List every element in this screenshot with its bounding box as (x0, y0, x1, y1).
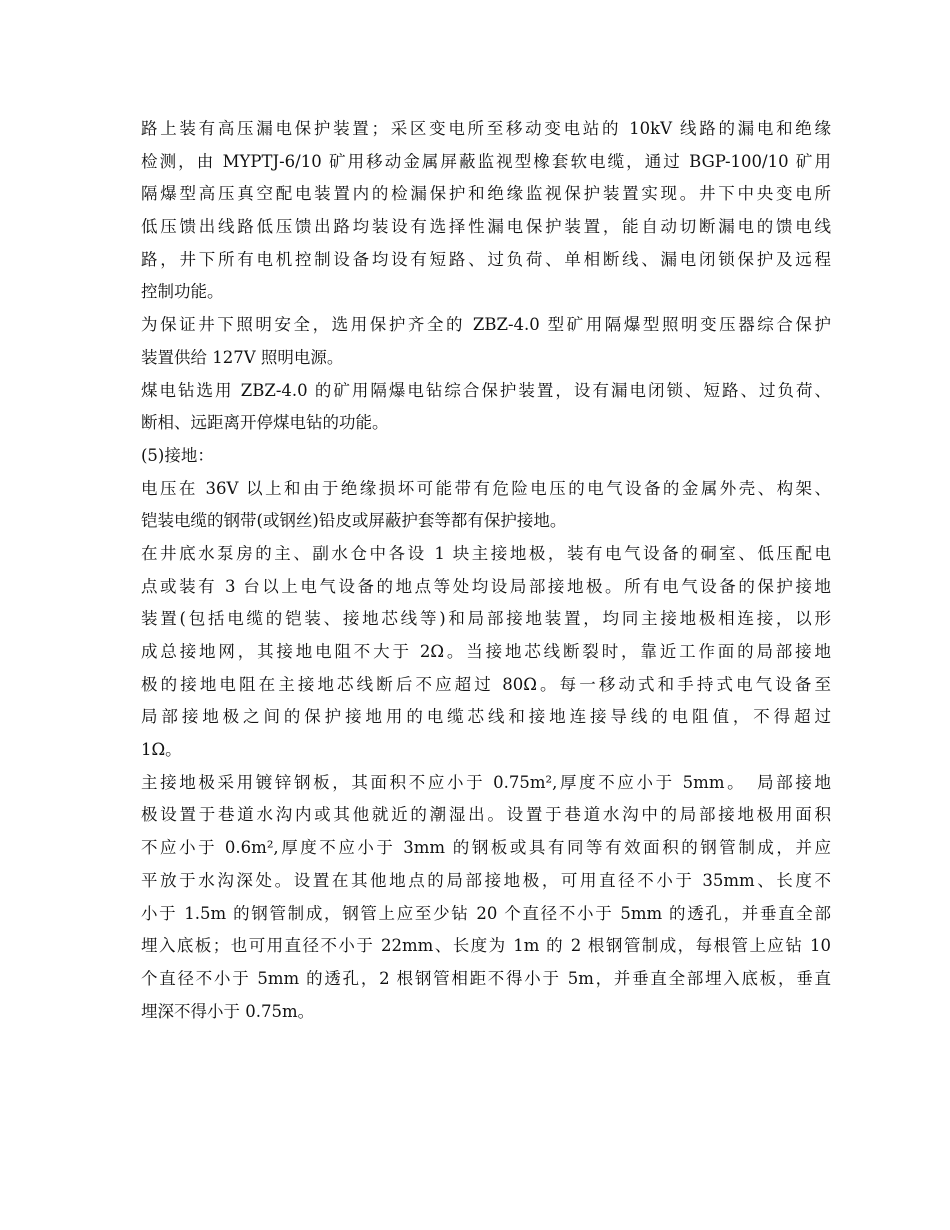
text-line: 极设置于巷道水沟内或其他就近的潮湿出。设置于巷道水沟中的局部接地极用面积 (141, 805, 831, 825)
text-line: 极的接地电阻在主接地芯线断后不应超过 80Ω。每一移动式和手持式电气设备至 (141, 674, 831, 694)
document-body (141, 113, 831, 1028)
text-line: 局部接地极之间的保护接地用的电缆芯线和接地连接导线的电阻值，不得超过 (141, 707, 831, 727)
text-line: 主接地极采用镀锌钢板，其面积不应小于 0.75m²,厚度不应小于 5mm。 局部接地 (141, 772, 831, 792)
paragraph-coal-drill (141, 375, 831, 440)
text-line: 1Ω。 (141, 740, 182, 760)
text-line: 断相、远距离开停煤电钻的功能。 (141, 413, 389, 433)
text-line: 路，井下所有电机控制设备均设有短路、过负荷、单相断线、漏电闭锁保护及远程 (141, 249, 831, 269)
text-line: 装置供给 127V 照明电源。 (141, 347, 344, 367)
section-heading: (5)接地： (141, 445, 214, 465)
text-line: 成总接地网，其接地电阻不大于 2Ω。当接地芯线断裂时，靠近工作面的局部接地 (141, 642, 831, 661)
text-line: 平放于水沟深处。设置在其他地点的局部接地极，可用直径不小于 35mm、长度不 (141, 870, 831, 890)
text-line: 小于 1.5m 的钢管制成，钢管上应至少钻 20 个直径不小于 5mm 的透孔，并垂直全部 (141, 903, 831, 923)
paragraph-lighting-safety (141, 309, 831, 374)
text-line: 为保证井下照明安全，选用保护齐全的 ZBZ-4.0 型矿用隔爆型照明变压器综合保护 (141, 315, 831, 335)
text-line: 电压在 36V 以上和由于绝缘损坏可能带有危险电压的电气设备的金属外壳、构架、 (141, 478, 831, 498)
paragraph-leakage-protection (141, 113, 831, 309)
text-line: 装置(包括电缆的铠装、接地芯线等)和局部接地装置，均同主接地极相连接，以形 (141, 609, 831, 629)
section-heading-grounding (141, 440, 831, 473)
paragraph-grounding-scope (141, 473, 831, 538)
text-line: 控制功能。 (141, 282, 224, 302)
text-line: 不应小于 0.6m²,厚度不应小于 3mm 的钢板或具有同等有效面积的钢管制成，并应 (141, 838, 831, 858)
text-line: 在井底水泵房的主、副水仓中各设 1 块主接地极，装有电气设备的硐室、低压配电 (141, 543, 831, 563)
text-line: 个直径不小于 5mm 的透孔，2 根钢管相距不得小于 5m，并垂直全部埋入底板，垂直 (141, 968, 831, 988)
text-line: 埋入底板；也可用直径不小于 22mm、长度为 1m 的 2 根钢管制成，每根管上应钻 10 (141, 936, 831, 956)
text-line: 检测，由 MYPTJ-6/10 矿用移动金属屏蔽监视型橡套软电缆，通过 BGP-100/10 矿用 (141, 151, 831, 171)
paragraph-grounding-electrodes (141, 767, 831, 1029)
text-line: 隔爆型高压真空配电装置内的检漏保护和绝缘监视保护装置实现。井下中央变电所 (141, 184, 831, 204)
paragraph-grounding-network (141, 538, 831, 767)
text-line: 煤电钻选用 ZBZ-4.0 的矿用隔爆电钻综合保护装置，设有漏电闭锁、短路、过负荷、 (141, 380, 831, 400)
text-line: 埋深不得小于 0.75m。 (141, 1001, 315, 1021)
text-line: 点或装有 3 台以上电气设备的地点等处均设局部接地极。所有电气设备的保护接地 (141, 576, 831, 596)
text-line: 铠装电缆的钢带(或钢丝)铅皮或屏蔽护套等都有保护接地。 (141, 511, 567, 531)
text-line: 低压馈出线路低压馈出路均装设有选择性漏电保护装置，能自动切断漏电的馈电线 (141, 217, 831, 237)
text-line: 路上装有高压漏电保护装置；采区变电所至移动变电站的 10kV 线路的漏电和绝缘 (141, 119, 831, 138)
